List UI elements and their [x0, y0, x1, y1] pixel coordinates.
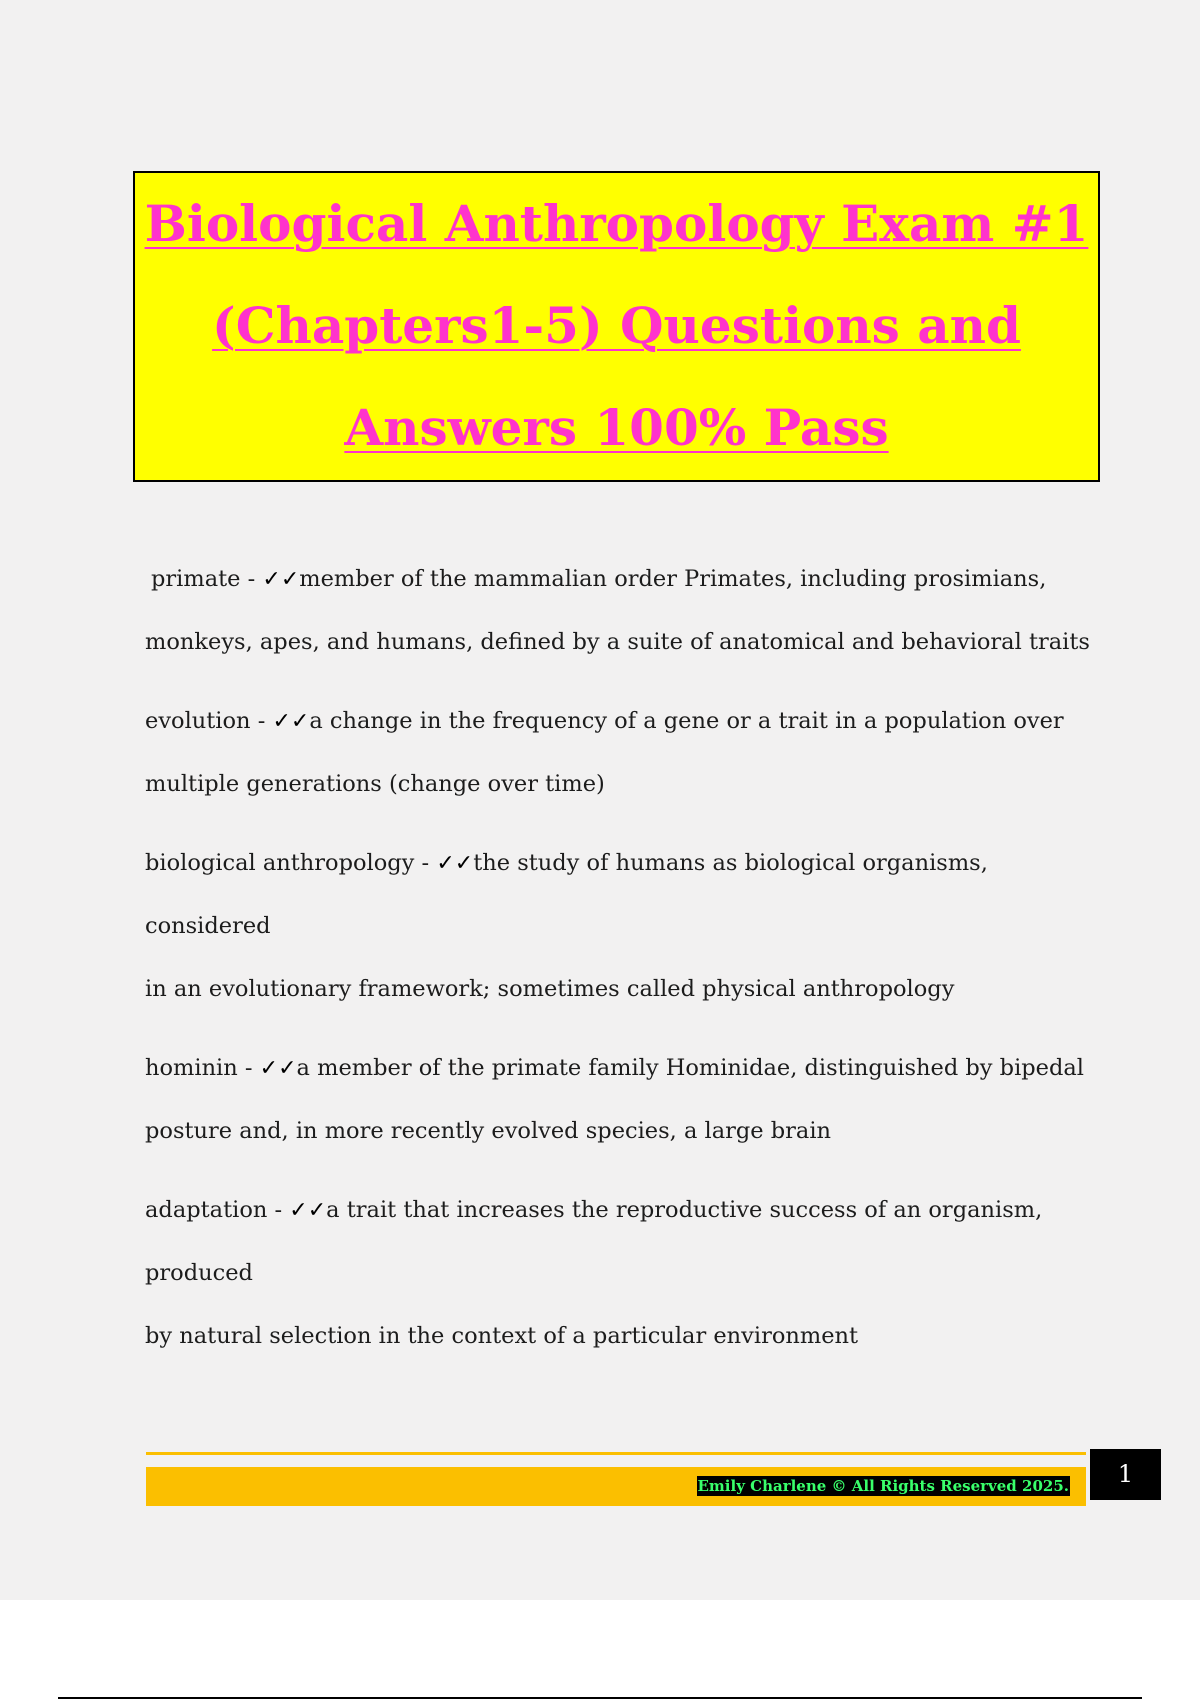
qa-entries — [145, 548, 1105, 1384]
entry-definition: a member of the primate family Hominidae, distinguished by bipedal posture and, in more recently evolved species, a large brain — [145, 1055, 1084, 1144]
qa-entry — [145, 832, 1105, 1021]
qa-entry — [145, 1037, 1105, 1163]
entry-term: adaptation — [145, 1197, 268, 1223]
entry-separator: - — [237, 1055, 260, 1081]
copyright-notice: Emily Charlene © All Rights Reserved 2025. — [697, 1477, 1069, 1495]
entry-separator: - — [414, 850, 437, 876]
footer-divider — [146, 1452, 1086, 1455]
bottom-divider — [58, 1697, 1142, 1699]
double-check-icon: ✓✓ — [262, 567, 300, 592]
entry-definition: a change in the frequency of a gene or a trait in a population over multiple generations (change over time) — [145, 708, 1064, 797]
entry-separator: - — [250, 708, 273, 734]
title-box — [133, 171, 1100, 482]
double-check-icon: ✓✓ — [436, 851, 474, 876]
title-line-1: Biological Anthropology Exam #1 — [144, 194, 1089, 253]
title-line-3: Answers 100% Pass — [344, 398, 889, 457]
qa-entry — [145, 690, 1105, 816]
qa-entry — [145, 1179, 1105, 1368]
entry-definition: member of the mammalian order Primates, including prosimians, monkeys, apes, and humans, defined by a suite of anatomical and behavioral traits — [145, 566, 1090, 655]
entry-separator: - — [267, 1197, 290, 1223]
double-check-icon: ✓✓ — [259, 1056, 297, 1081]
entry-definition: a trait that increases the reproductive success of an organism, produced by natural selection in the context of a particular environment — [145, 1197, 1043, 1349]
entry-definition: the study of humans as biological organisms, considered in an evolutionary framework; sometimes called physical anthropology — [145, 850, 988, 1002]
entry-term: hominin — [145, 1055, 238, 1081]
qa-entry — [145, 548, 1105, 674]
entry-separator: - — [240, 566, 263, 592]
double-check-icon: ✓✓ — [272, 709, 310, 734]
footer-bar — [146, 1467, 1086, 1506]
entry-term: biological anthropology — [145, 850, 415, 876]
entry-term: primate — [151, 566, 241, 592]
entry-term: evolution — [145, 708, 251, 734]
page-number: 1 — [1090, 1449, 1161, 1500]
double-check-icon: ✓✓ — [289, 1198, 327, 1223]
title-line-2: (Chapters1-5) Questions and — [212, 296, 1021, 355]
